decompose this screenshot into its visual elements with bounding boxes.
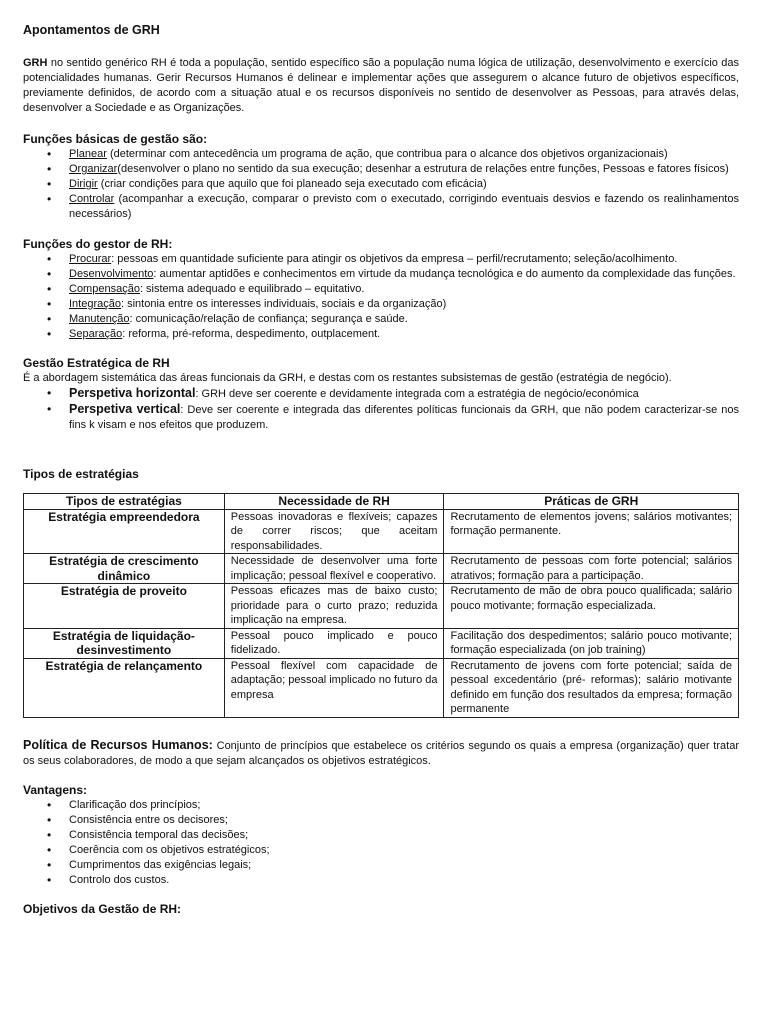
hr-policy-text: Conjunto de princípios que estabelece os critérios segundo os quais a empresa (organização) quer tratar os seus colaboradores, de modo a que sejam alcançados os objetivos estratégicos. xyxy=(23,739,739,767)
document-page xyxy=(23,22,739,917)
list-item-term: Integração xyxy=(69,298,121,310)
list-item-text: (acompanhar a execução, comparar o previsto com o executado, corrigindo eventuais desvios e fazendo os realinhamentos necessários) xyxy=(69,193,739,220)
manager-functions-list xyxy=(23,252,739,342)
hr-policy-term: Política de Recursos Humanos: xyxy=(23,737,213,752)
list-item-text: : sintonia entre os interesses individuais, sociais e da organização) xyxy=(120,298,447,310)
strategy-type-cell: Estratégia de proveito xyxy=(24,584,225,629)
list-item xyxy=(23,147,739,162)
document-title: Apontamentos de GRH xyxy=(23,23,160,37)
hr-objectives-heading: Objetivos da Gestão de RH: xyxy=(23,901,182,916)
hr-practice-cell: Facilitação dos despedimentos; salário pouco motivante; formação especializada (on job training) xyxy=(444,628,739,658)
list-item-term: Planear xyxy=(69,148,107,160)
list-item-text: (determinar com antecedência um programa de ação, que contribua para o alcance dos objetivos organizacionais) xyxy=(106,148,668,160)
list-item-text: : pessoas em quantidade suficiente para atingir os objetivos da empresa – perfil/recrutamento; seleção/acolhimento. xyxy=(111,253,678,265)
table-row xyxy=(24,658,739,717)
list-item xyxy=(23,282,739,297)
table-row xyxy=(24,584,739,629)
column-header: Necessidade de RH xyxy=(224,494,444,510)
perspectives-list xyxy=(23,386,739,433)
strategy-type-cell: Estratégia empreendedora xyxy=(24,509,225,554)
list-item: • Controlo dos custos. xyxy=(23,873,739,888)
list-item-text: : Deve ser coerente e integrada das diferentes políticas funcionais da GRH, que não podem caracterizar-se nos fins k visam e nos efeitos que produzem. xyxy=(69,404,739,431)
list-item-term: Procurar xyxy=(69,253,112,265)
list-item-term: Separação xyxy=(69,328,123,340)
list-item xyxy=(23,312,739,327)
hr-need-cell: Pessoal flexível com capacidade de adaptação; pessoal implicado no futuro da empresa xyxy=(224,658,444,717)
list-item-text: : sistema adequado e equilibrado – equitativo. xyxy=(139,283,365,295)
hr-need-cell: Necessidade de desenvolver uma forte implicação; pessoal flexível e cooperativo. xyxy=(224,554,444,584)
strategy-type-cell: Estratégia de relançamento xyxy=(24,658,225,717)
list-item xyxy=(23,252,739,267)
hr-need-cell: Pessoal pouco implicado e pouco fidelizado. xyxy=(224,628,444,658)
strategy-type-cell: Estratégia de crescimento dinâmico xyxy=(24,554,225,584)
advantages-list xyxy=(23,798,739,888)
list-item-term: Perspetiva horizontal xyxy=(69,386,196,400)
strategy-types-heading: Tipos de estratégias xyxy=(23,467,139,481)
hr-practice-cell: Recrutamento de elementos jovens; salários motivantes; formação permanente. xyxy=(444,509,739,554)
list-item: • Clarificação dos princípios; xyxy=(23,798,739,813)
column-header: Tipos de estratégias xyxy=(24,494,225,510)
list-item-text: : comunicação/relação de confiança; segurança e saúde. xyxy=(129,313,408,325)
list-item xyxy=(23,386,739,402)
list-item-term: Perspetiva vertical xyxy=(69,402,181,416)
list-item xyxy=(23,327,739,342)
list-item-term: Organizar xyxy=(69,163,118,175)
list-item: • Consistência temporal das decisões; xyxy=(23,828,739,843)
intro-text: no sentido genérico RH é toda a população, sentido específico são a população numa lógica de utilização, desenvolvimento e exercício das potencialidades humanas. Gerir Recursos Humanos é delinear e implementar ações que assegurem o alcance futuro de objetivos específicos, previamente definidos, de acordo com a situação atual e os recursos disponíveis no sentido de desenvolver as Pessoas, para através delas, desenvolver a Sociedade e as Organizações. xyxy=(23,57,739,114)
list-item-text: : GRH deve ser coerente e devidamente integrada com a estratégia de negócio/económica xyxy=(195,388,639,400)
column-header: Práticas de GRH xyxy=(444,494,739,510)
hr-practice-cell: Recrutamento de pessoas com forte potencial; salários atrativos; formação para a participação. xyxy=(444,554,739,584)
hr-need-cell: Pessoas eficazes mas de baixo custo; prioridade para o curto prazo; reduzida implicação na empresa. xyxy=(224,584,444,629)
list-item xyxy=(23,402,739,433)
strategic-management-heading: Gestão Estratégica de RH xyxy=(23,356,170,370)
list-item xyxy=(23,267,739,282)
list-item-term: Compensação xyxy=(69,283,140,295)
strategy-type-cell: Estratégia de liquidação-desinvestimento xyxy=(24,628,225,658)
hr-need-cell: Pessoas inovadoras e flexíveis; capazes de correr riscos; que aceitam responsabilidades. xyxy=(224,509,444,554)
manager-functions-heading: Funções do gestor de RH: xyxy=(23,237,173,251)
hr-practice-cell: Recrutamento de mão de obra pouco qualificada; salário pouco motivante; formação especializada. xyxy=(444,584,739,629)
table-header-row xyxy=(24,494,739,510)
table-row xyxy=(24,554,739,584)
table-row xyxy=(24,628,739,658)
list-item-text: : aumentar aptidões e conhecimentos em virtude da mudança tecnológica e do aumento da complexidade das funções. xyxy=(153,268,736,280)
hr-practice-cell: Recrutamento de jovens com forte potencial; saída de pessoal excedentário (pré- reformas); salário motivante definido em função dos resultados da empresa; formação permanente xyxy=(444,658,739,717)
list-item-term: Desenvolvimento xyxy=(69,268,154,280)
advantages-heading: Vantagens: xyxy=(23,782,88,797)
list-item xyxy=(23,297,739,312)
list-item-text: (criar condições para que aquilo que foi planeado seja executado com eficácia) xyxy=(97,178,487,190)
list-item-term: Controlar xyxy=(69,193,115,205)
table-row xyxy=(24,509,739,554)
intro-paragraph xyxy=(23,56,739,116)
list-item-term: Dirigir xyxy=(69,178,98,190)
hr-policy-paragraph xyxy=(23,738,739,769)
strategic-management-text: É a abordagem sistemática das áreas funcionais da GRH, e destas com os restantes subsistemas de gestão (estratégia de negócio). xyxy=(23,372,672,384)
list-item xyxy=(23,192,739,222)
list-item-text: : reforma, pré-reforma, despedimento, outplacement. xyxy=(122,328,381,340)
basic-functions-heading: Funções básicas de gestão são: xyxy=(23,132,208,146)
strategy-types-table xyxy=(23,493,739,718)
basic-functions-list xyxy=(23,147,739,222)
intro-term: GRH xyxy=(23,57,48,69)
list-item: • Coerência com os objetivos estratégicos; xyxy=(23,843,739,858)
list-item-text: (desenvolver o plano no sentido da sua execução; desenhar a estrutura de relações entre funções, Pessoas e fatores físicos) xyxy=(117,163,729,175)
list-item-term: Manutenção xyxy=(69,313,130,325)
list-item xyxy=(23,162,739,177)
list-item xyxy=(23,177,739,192)
list-item: • Consistência entre os decisores; xyxy=(23,813,739,828)
list-item: • Cumprimentos das exigências legais; xyxy=(23,858,739,873)
